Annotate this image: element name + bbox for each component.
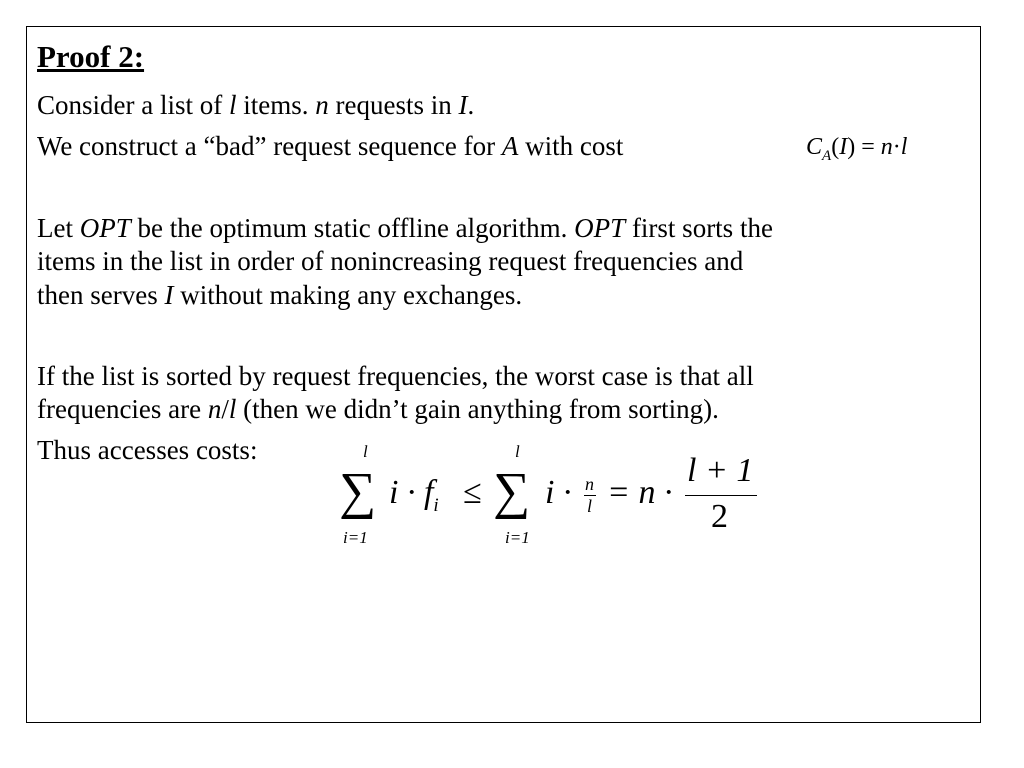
var-l: l [228, 394, 237, 424]
slide-title: Proof 2: [37, 39, 145, 74]
text: items. [236, 90, 316, 120]
para2-line1: If the list is sorted by request frequencies, the worst case is that all [37, 361, 754, 391]
text: We construct a “bad” request sequence for [37, 131, 502, 161]
frac-denominator: 2 [711, 498, 728, 535]
dot: · [892, 134, 901, 160]
cost-formula [806, 134, 908, 164]
sigma-2: ∑ [493, 463, 531, 520]
para1-line3 [37, 278, 522, 312]
text: (then we didn’t gain anything from sorting). [236, 394, 719, 424]
text: first sorts the [625, 213, 773, 243]
frac-bar [685, 495, 757, 496]
slash: / [221, 394, 229, 424]
line-consider [37, 88, 474, 122]
var-n: n [207, 394, 222, 424]
text: be the optimum static offline algorithm. [130, 213, 575, 243]
text: without making any exchanges. [173, 280, 523, 310]
para2-line2 [37, 392, 719, 426]
sum1-lower: i=1 [343, 528, 368, 547]
frac-numerator: l + 1 [687, 452, 754, 489]
sigma-1: ∑ [339, 463, 377, 520]
para1-line1 [37, 211, 773, 245]
opt: OPT [79, 213, 131, 243]
text: then serves [37, 280, 165, 310]
sum1-upper: l [363, 442, 368, 461]
term1-text: i · f [389, 474, 434, 511]
sym-I: I [839, 134, 848, 160]
var-n: n [315, 90, 329, 120]
var-A: A [501, 131, 519, 161]
sum2-upper: l [515, 442, 520, 461]
var-l: l [228, 90, 237, 120]
eq-n: = n · [607, 474, 673, 511]
equals: = [855, 134, 881, 160]
thus-line: Thus accesses costs: [37, 435, 258, 465]
opt: OPT [574, 213, 626, 243]
text: frequencies are [37, 394, 208, 424]
sym-n: n [880, 134, 893, 160]
sym-C: C [806, 134, 823, 160]
text: Consider a list of [37, 90, 229, 120]
text: . [467, 90, 475, 120]
sum2-lower: i=1 [505, 528, 530, 547]
term2: i · [545, 474, 572, 511]
sub-A: A [822, 148, 832, 164]
var-I: I [164, 280, 174, 310]
term1 [389, 474, 439, 516]
text: with cost [518, 131, 624, 161]
text: requests in [328, 90, 459, 120]
sym-l: l [900, 134, 908, 160]
leq: ≤ [463, 474, 482, 511]
var-I: I [458, 90, 468, 120]
para1-line2: items in the list in order of nonincreasing request frequencies and [37, 246, 744, 276]
small-frac-n: n [585, 474, 594, 494]
term1-sub: i [433, 495, 439, 516]
sum-formula [335, 440, 765, 560]
line-construct [37, 129, 623, 163]
paren-close: ) [847, 134, 856, 160]
small-frac-l: l [587, 496, 593, 516]
text: Let [37, 213, 80, 243]
paren-open: ( [831, 134, 840, 160]
